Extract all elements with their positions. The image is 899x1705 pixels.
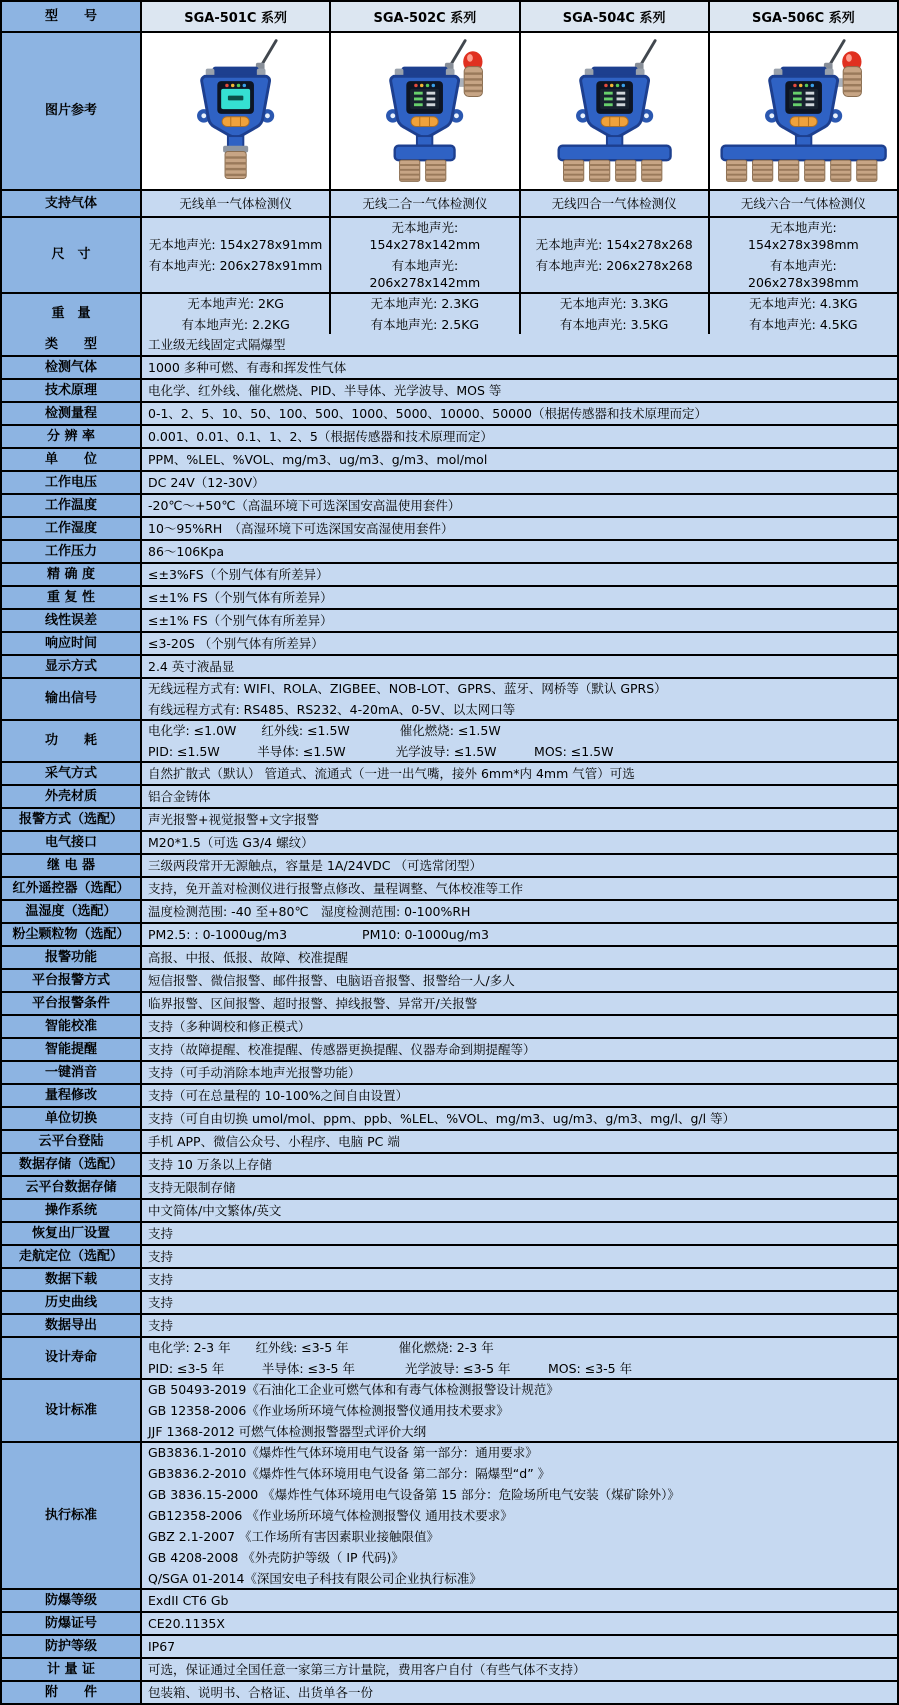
- spec-value-line: 温度检测范围: -40 至+80℃ 湿度检测范围: 0-100%RH: [148, 904, 471, 919]
- spec-value-line: PM2.5: : 0-1000ug/m3 PM10: 0-1000ug/m3: [148, 927, 489, 942]
- row-label: 云平台数据存储: [2, 1177, 142, 1198]
- spec-cell: [142, 970, 897, 991]
- spec-value-line: 短信报警、微信报警、邮件报警、电脑语音报警、报警给一人/多人: [148, 973, 515, 988]
- table-row: [2, 587, 897, 610]
- spec-cell: [142, 947, 897, 968]
- spec-value-line: 支持: [148, 1249, 174, 1264]
- table-row: [2, 809, 897, 832]
- row-label: 智能提醒: [2, 1039, 142, 1060]
- spec-value-line: 无线六合一气体检测仪: [740, 196, 866, 211]
- spec-value-line: 支持（可在总量程的 10-100%之间自由设置）: [148, 1088, 409, 1103]
- row-label: 智能校准: [2, 1016, 142, 1037]
- row-label: 支持气体: [2, 191, 142, 216]
- row-label: 恢复出厂设置: [2, 1223, 142, 1244]
- spec-cell: [142, 924, 897, 945]
- table-row: [2, 495, 897, 518]
- spec-value-line: 有本地声光: 4.5KG: [749, 317, 858, 332]
- table-row: [2, 218, 897, 294]
- spec-value-line: 无线四合一气体检测仪: [551, 196, 677, 211]
- spec-value-line: 支持（可手动消除本地声光报警功能）: [148, 1065, 361, 1080]
- spec-cell: [331, 191, 520, 216]
- spec-cell: [710, 191, 897, 216]
- spec-cell: [142, 1108, 897, 1129]
- spec-value-line: 无线单一气体检测仪: [179, 196, 292, 211]
- row-label: 类 型: [2, 334, 142, 355]
- spec-value-line: 无本地声光: 154x278x142mm: [369, 220, 481, 252]
- row-label: 数据下载: [2, 1269, 142, 1290]
- model-header-label: 型 号: [2, 2, 142, 31]
- table-row: [2, 1613, 897, 1636]
- spec-value-line: 有本地声光: 3.5KG: [559, 317, 669, 332]
- spec-value-line: 无本地声光: 4.3KG: [749, 296, 858, 311]
- spec-cell: [142, 1590, 897, 1611]
- gas-detector-illustration: [333, 36, 516, 186]
- row-label: 平台报警条件: [2, 993, 142, 1014]
- spec-cell: [142, 334, 897, 355]
- spec-cell: [142, 1223, 897, 1244]
- row-label: 红外遥控器（选配）: [2, 878, 142, 899]
- spec-value-line: 支持（多种调校和修正模式）: [148, 1019, 311, 1034]
- spec-cell: [331, 218, 520, 292]
- row-label: 附 件: [2, 1682, 142, 1703]
- row-label: 检测量程: [2, 403, 142, 424]
- row-label: 外壳材质: [2, 786, 142, 807]
- model-header-sga-506c: SGA-506C 系列: [710, 2, 897, 31]
- row-label: 走航定位（选配）: [2, 1246, 142, 1267]
- model-header-sga-504c: SGA-504C 系列: [521, 2, 710, 31]
- spec-value-line: 支持: [148, 1272, 174, 1287]
- spec-value-line: 声光报警+视觉报警+文字报警: [148, 812, 319, 827]
- spec-cell: [142, 218, 331, 292]
- row-label: 工作湿度: [2, 518, 142, 539]
- table-row: [2, 721, 897, 763]
- spec-value-line: 无线远程方式有: WIFI、ROLA、ZIGBEE、NOB-LOT、GPRS、蓝牙、网桥等（默认 GPRS）: [148, 681, 667, 696]
- spec-value-line: 电化学: ≤1.0W 红外线: ≤1.5W 催化燃烧: ≤1.5W: [148, 723, 501, 738]
- table-row: [2, 947, 897, 970]
- table-row: [2, 334, 897, 357]
- row-label: 数据存储（选配）: [2, 1154, 142, 1175]
- table-row: [2, 1085, 897, 1108]
- row-label: 温湿度（选配）: [2, 901, 142, 922]
- spec-value-line: 有本地声光: 2.2KG: [181, 317, 290, 332]
- spec-value-line: 支持（可自由切换 umol/mol、ppm、ppb、%LEL、%VOL、mg/m3、ug/m3、g/m3、mg/l、g/l 等）: [148, 1111, 736, 1126]
- row-label: 报警方式（选配）: [2, 809, 142, 830]
- table-row: [2, 656, 897, 679]
- spec-value-line: 工业级无线固定式隔爆型: [148, 337, 286, 352]
- spec-cell: [142, 610, 897, 631]
- spec-value-line: ≤±3%FS（个别气体有所差异）: [148, 567, 329, 582]
- row-label: 检测气体: [2, 357, 142, 378]
- row-label: 防护等级: [2, 1636, 142, 1657]
- product-image-sga-506c: [710, 33, 897, 189]
- row-label: 报警功能: [2, 947, 142, 968]
- spec-cell: [521, 294, 710, 334]
- row-label: 数据导出: [2, 1315, 142, 1336]
- spec-value-line: 支持（故障提醒、校准提醒、传感器更换提醒、仪器寿命到期提醒等）: [148, 1042, 536, 1057]
- spec-cell: [142, 564, 897, 585]
- spec-value-line: IP67: [148, 1639, 176, 1654]
- table-row: [2, 380, 897, 403]
- spec-cell: [142, 656, 897, 677]
- table-row: [2, 1659, 897, 1682]
- spec-cell: [142, 1177, 897, 1198]
- spec-value-line: PID: ≤1.5W 半导体: ≤1.5W 光学波导: ≤1.5W MOS: ≤1.5W: [148, 744, 614, 759]
- row-label: 历史曲线: [2, 1292, 142, 1313]
- table-row: [2, 1682, 897, 1703]
- spec-cell: [142, 679, 897, 719]
- table-row: [2, 1016, 897, 1039]
- row-label: 一键消音: [2, 1062, 142, 1083]
- spec-value-line: 10～95%RH （高湿环境下可选深国安高湿使用套件）: [148, 521, 454, 536]
- row-label: 重 复 性: [2, 587, 142, 608]
- spec-cell: [142, 357, 897, 378]
- row-label: 量程修改: [2, 1085, 142, 1106]
- row-label: 设计寿命: [2, 1338, 142, 1378]
- table-row: [2, 1154, 897, 1177]
- spec-value-line: 无本地声光: 154x278x91mm: [148, 237, 323, 252]
- row-label: 粉尘颗粒物（选配）: [2, 924, 142, 945]
- row-label: 工作电压: [2, 472, 142, 493]
- spec-value-line: 支持，免开盖对检测仪进行报警点修改、量程调整、气体校准等工作: [148, 881, 524, 896]
- spec-cell: [142, 1200, 897, 1221]
- spec-cell: [142, 518, 897, 539]
- row-label: 显示方式: [2, 656, 142, 677]
- table-row: [2, 1200, 897, 1223]
- table-row: [2, 1269, 897, 1292]
- spec-value-line: 86～106Kpa: [148, 544, 225, 559]
- spec-cell: [142, 1085, 897, 1106]
- table-row: [2, 1636, 897, 1659]
- table-row: [2, 610, 897, 633]
- spec-value-line: GB 50493-2019《石油化工企业可燃气体和有毒气体检测报警设计规范》: [148, 1382, 559, 1397]
- spec-value-line: 有本地声光: 206x278x142mm: [369, 258, 481, 290]
- spec-cell: [710, 218, 897, 292]
- table-row: [2, 901, 897, 924]
- spec-cell: [142, 380, 897, 401]
- spec-cell: [521, 191, 710, 216]
- spec-cell: [142, 541, 897, 562]
- row-label: 设计标准: [2, 1380, 142, 1441]
- spec-value-line: ExdII CT6 Gb: [148, 1593, 229, 1608]
- spec-cell: [142, 786, 897, 807]
- antenna-icon: [828, 41, 843, 67]
- table-header-row: [2, 2, 897, 33]
- row-label: 采气方式: [2, 763, 142, 784]
- table-row: [2, 763, 897, 786]
- spec-value-line: GBZ 2.1-2007 《工作场所有害因素职业接触限值》: [148, 1529, 439, 1544]
- spec-value-line: 无本地声光: 154x278x398mm: [748, 220, 859, 252]
- spec-value-line: ≤±1% FS（个别气体有所差异）: [148, 590, 333, 605]
- table-row: [2, 832, 897, 855]
- spec-value-line: 无本地声光: 2.3KG: [370, 296, 480, 311]
- spec-value-line: DC 24V（12-30V）: [148, 475, 265, 490]
- spec-value-line: 支持: [148, 1295, 174, 1310]
- spec-cell: [142, 1682, 897, 1703]
- spec-value-line: 无线二合一气体检测仪: [362, 196, 488, 211]
- spec-value-line: GB 12358-2006《作业场所环境气体检测报警仪通用技术要求》: [148, 1403, 509, 1418]
- row-label: 继 电 器: [2, 855, 142, 876]
- table-row: [2, 357, 897, 380]
- spec-cell: [142, 191, 331, 216]
- gas-detector-illustration: [523, 36, 706, 186]
- spec-value-line: 支持无限制存储: [148, 1180, 236, 1195]
- spec-cell: [142, 495, 897, 516]
- spec-cell: [142, 1338, 897, 1378]
- antenna-icon: [639, 41, 654, 67]
- table-row: [2, 472, 897, 495]
- spec-value-line: GB 4208-2008 《外壳防护等级（ IP 代码)》: [148, 1550, 404, 1565]
- spec-value-line: 支持: [148, 1226, 174, 1241]
- spec-value-line: 铝合金铸体: [148, 789, 211, 804]
- spec-cell: [142, 721, 897, 761]
- spec-cell: [142, 832, 897, 853]
- row-label: 执行标准: [2, 1443, 142, 1588]
- spec-value-line: 电化学: 2-3 年 红外线: ≤3-5 年 催化燃烧: 2-3 年: [148, 1340, 494, 1355]
- row-label: 计 量 证: [2, 1659, 142, 1680]
- row-label: 云平台登陆: [2, 1131, 142, 1152]
- table-row: [2, 1131, 897, 1154]
- spec-value-line: 有本地声光: 206x278x91mm: [148, 258, 323, 273]
- spec-value-line: PID: ≤3-5 年 半导体: ≤3-5 年 光学波导: ≤3-5 年 MOS: ≤3-5 年: [148, 1361, 633, 1376]
- spec-value-line: 无本地声光: 2KG: [187, 296, 284, 311]
- spec-cell: [142, 901, 897, 922]
- table-row: [2, 449, 897, 472]
- spec-cell: [331, 294, 520, 334]
- row-label: 工作压力: [2, 541, 142, 562]
- spec-cell: [142, 1292, 897, 1313]
- spec-value-line: 电化学、红外线、催化燃烧、PID、半导体、光学波导、MOS 等: [148, 383, 502, 398]
- table-row: [2, 564, 897, 587]
- spec-cell: [142, 1636, 897, 1657]
- spec-value-line: 支持: [148, 1318, 174, 1333]
- product-image-sga-504c: [521, 33, 710, 189]
- row-label: 功 耗: [2, 721, 142, 761]
- spec-cell: [142, 472, 897, 493]
- spec-value-line: 有本地声光: 206x278x268: [535, 258, 693, 273]
- spec-value-line: JJF 1368-2012 可燃气体检测报警器型式评价大纲: [148, 1424, 427, 1439]
- table-row: [2, 855, 897, 878]
- image-row-label: 图片参考: [2, 33, 142, 189]
- spec-cell: [521, 218, 710, 292]
- spec-value-line: PPM、%LEL、%VOL、mg/m3、ug/m3、g/m3、mol/mol: [148, 452, 488, 467]
- spec-cell: [142, 1380, 897, 1441]
- row-label: 工作温度: [2, 495, 142, 516]
- spec-cell: [710, 294, 897, 334]
- row-label: 响应时间: [2, 633, 142, 654]
- gas-detector-illustration: [144, 36, 327, 186]
- spec-value-line: GB12358-2006 《作业场所环境气体检测报警仪 通用技术要求》: [148, 1508, 513, 1523]
- spec-value-line: 2.4 英寸液晶显: [148, 659, 235, 674]
- row-label: 线性误差: [2, 610, 142, 631]
- spec-value-line: 三级两段常开无源触点，容量是 1A/24VDC （可选常闭型）: [148, 858, 482, 873]
- spec-value-line: 无本地声光: 154x278x268: [535, 237, 693, 252]
- spec-cell: [142, 1246, 897, 1267]
- table-row: [2, 1292, 897, 1315]
- row-label: 防爆证号: [2, 1613, 142, 1634]
- model-header-sga-502c: SGA-502C 系列: [331, 2, 520, 31]
- table-row: [2, 1315, 897, 1338]
- row-label: 输出信号: [2, 679, 142, 719]
- spec-value-line: GB3836.1-2010《爆炸性气体环境用电气设备 第一部分：通用要求》: [148, 1445, 538, 1460]
- spec-cell: [142, 633, 897, 654]
- table-row: [2, 1177, 897, 1200]
- spec-value-line: M20*1.5（可选 G3/4 螺纹）: [148, 835, 314, 850]
- spec-value-line: 1000 多种可燃、有毒和挥发性气体: [148, 360, 347, 375]
- gas-detector-illustration: [712, 36, 895, 186]
- spec-value-line: ≤±1% FS（个别气体有所差异）: [148, 613, 333, 628]
- spec-cell: [142, 1659, 897, 1680]
- row-label: 技术原理: [2, 380, 142, 401]
- table-row: [2, 679, 897, 721]
- spec-value-line: Q/SGA 01-2014《深国安电子科技有限公司企业执行标准》: [148, 1571, 482, 1586]
- spec-cell: [142, 1039, 897, 1060]
- spec-value-line: 有线远程方式有: RS485、RS232、4-20mA、0-5V、以太网口等: [148, 702, 516, 717]
- spec-cell: [142, 1062, 897, 1083]
- spec-cell: [142, 878, 897, 899]
- table-row: [2, 191, 897, 218]
- table-row: [2, 878, 897, 901]
- spec-value-line: 有本地声光: 2.5KG: [370, 317, 480, 332]
- spec-cell: [142, 294, 331, 334]
- spec-value-line: 临界报警、区间报警、超时报警、掉线报警、异常开/关报警: [148, 996, 478, 1011]
- row-label: 重 量: [2, 294, 142, 334]
- spec-value-line: 包装箱、说明书、合格证、出货单各一份: [148, 1685, 374, 1700]
- spec-value-line: ≤3-20S （个别气体有所差异）: [148, 636, 324, 651]
- table-row: [2, 294, 897, 334]
- spec-value-line: 可选，保证通过全国任意一家第三方计量院，费用客户自付（有些气体不支持）: [148, 1662, 586, 1677]
- table-row: [2, 1223, 897, 1246]
- spec-value-line: GB3836.2-2010《爆炸性气体环境用电气设备 第二部分：隔爆型“d” 》: [148, 1466, 551, 1481]
- table-row: [2, 786, 897, 809]
- spec-cell: [142, 1154, 897, 1175]
- table-row: [2, 1108, 897, 1131]
- table-row: [2, 1246, 897, 1269]
- table-row: [2, 518, 897, 541]
- table-row: [2, 403, 897, 426]
- table-row: [2, 1062, 897, 1085]
- spec-value-line: 中文简体/中文繁体/英文: [148, 1203, 282, 1218]
- spec-value-line: 高报、中报、低报、故障、校准提醒: [148, 950, 349, 965]
- table-row: [2, 1039, 897, 1062]
- row-label: 防爆等级: [2, 1590, 142, 1611]
- spec-value-line: 0.001、0.01、0.1、1、2、5（根据传感器和技术原理而定）: [148, 429, 493, 444]
- spec-cell: [142, 587, 897, 608]
- spec-cell: [142, 1315, 897, 1336]
- row-label: 分 辨 率: [2, 426, 142, 447]
- table-row: [2, 924, 897, 947]
- spec-value-line: CE20.1135X: [148, 1616, 225, 1631]
- spec-cell: [142, 809, 897, 830]
- row-label: 单位切换: [2, 1108, 142, 1129]
- spec-cell: [142, 449, 897, 470]
- spec-value-line: 自然扩散式（默认） 管道式、流通式（一进一出气嘴，接外 6mm*内 4mm 气管）可选: [148, 766, 635, 781]
- row-label: 精 确 度: [2, 564, 142, 585]
- table-row: [2, 993, 897, 1016]
- spec-cell: [142, 1613, 897, 1634]
- row-label: 平台报警方式: [2, 970, 142, 991]
- product-image-sga-502c: [331, 33, 520, 189]
- spec-cell: [142, 426, 897, 447]
- table-row: [2, 633, 897, 656]
- spec-cell: [142, 763, 897, 784]
- spec-cell: [142, 403, 897, 424]
- model-header-sga-501c: SGA-501C 系列: [142, 2, 331, 31]
- row-label: 尺 寸: [2, 218, 142, 292]
- table-row: [2, 970, 897, 993]
- spec-cell: [142, 1443, 897, 1588]
- spec-value-line: 有本地声光: 206x278x398mm: [748, 258, 859, 290]
- spec-cell: [142, 993, 897, 1014]
- spec-cell: [142, 1131, 897, 1152]
- spec-value-line: 无本地声光: 3.3KG: [559, 296, 669, 311]
- spec-value-line: 手机 APP、微信公众号、小程序、电脑 PC 端: [148, 1134, 400, 1149]
- spec-value-line: 支持 10 万条以上存储: [148, 1157, 272, 1172]
- table-row: [2, 426, 897, 449]
- spec-value-line: 0-1、2、5、10、50、100、500、1000、5000、10000、50000（根据传感器和技术原理而定）: [148, 406, 708, 421]
- spec-cell: [142, 1016, 897, 1037]
- row-label: 电气接口: [2, 832, 142, 853]
- table-row: [2, 1380, 897, 1443]
- product-image-sga-501c: [142, 33, 331, 189]
- table-row: [2, 1590, 897, 1613]
- table-row: [2, 541, 897, 564]
- spec-cell: [142, 855, 897, 876]
- spec-value-line: GB 3836.15-2000 《爆炸性气体环境用电气设备第 15 部分：危险场所电气安装（煤矿除外）》: [148, 1487, 680, 1502]
- table-row: [2, 1338, 897, 1380]
- spec-cell: [142, 1269, 897, 1290]
- antenna-icon: [261, 41, 276, 67]
- antenna-icon: [450, 41, 465, 67]
- row-label: 操作系统: [2, 1200, 142, 1221]
- row-label: 单 位: [2, 449, 142, 470]
- table-row: [2, 1443, 897, 1590]
- spec-value-line: -20℃～+50℃（高温环境下可选深国安高温使用套件）: [148, 498, 461, 513]
- image-reference-row: [2, 33, 897, 191]
